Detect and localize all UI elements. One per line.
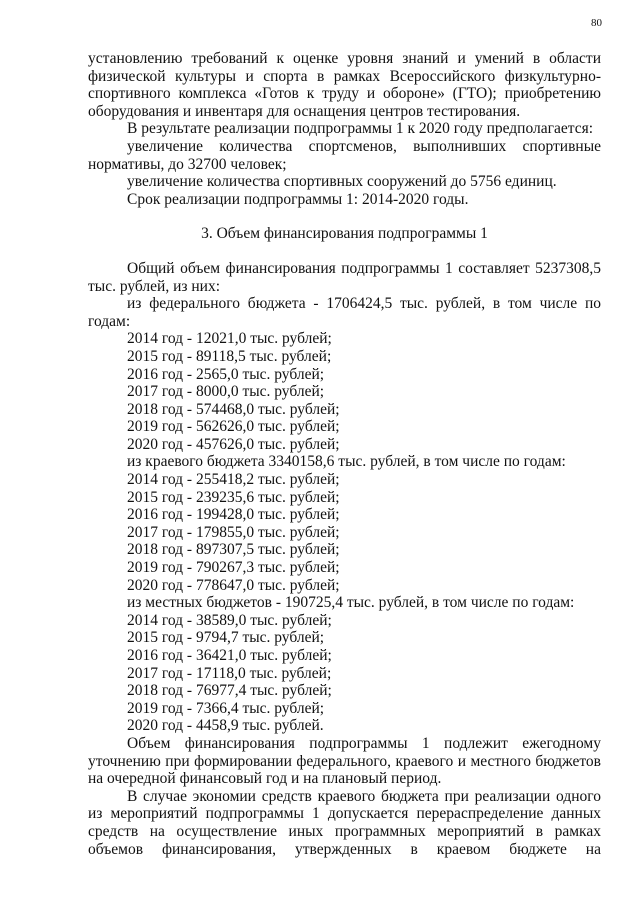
paragraph-results-lead: В результате реализации подпрограммы 1 к 2020 году предполагается: bbox=[127, 120, 594, 138]
list-item: 2014 год - 38589,0 тыс. рублей; bbox=[127, 611, 332, 629]
paragraph-local-lead: из местных бюджетов - 190725,4 тыс. рублей, в том числе по годам: bbox=[127, 594, 575, 612]
list-item: 2020 год - 4458,9 тыс. рублей. bbox=[127, 717, 324, 735]
regional-years-list bbox=[88, 471, 601, 594]
list-item: 2014 год - 12021,0 тыс. рублей; bbox=[127, 330, 332, 348]
list-item: 2018 год - 897307,5 тыс. рублей; bbox=[127, 541, 340, 559]
list-item: 2017 год - 17118,0 тыс. рублей; bbox=[127, 664, 332, 682]
paragraph-result-athletes: увеличение количества спортсменов, выполнивших спортивные нормативы, до 32700 человек; bbox=[88, 137, 601, 173]
list-item: 2019 год - 7366,4 тыс. рублей; bbox=[127, 699, 325, 717]
list-item: 2019 год - 562626,0 тыс. рублей; bbox=[127, 418, 340, 436]
list-item: 2016 год - 2565,0 тыс. рублей; bbox=[127, 365, 325, 383]
paragraph-savings: В случае экономии средств краевого бюджета при реализации одного из мероприятий подпрограммы 1 допускается перераспределение данных средств на осуществление иных программных мероприятий в рамках объемов финансирования, утвержденных в краевом бюджете на bbox=[88, 787, 601, 858]
list-item: 2019 год - 790267,3 тыс. рублей; bbox=[127, 559, 340, 577]
paragraph-term: Срок реализации подпрограммы 1: 2014-2020 годы. bbox=[127, 190, 469, 208]
list-item: 2017 год - 8000,0 тыс. рублей; bbox=[127, 383, 325, 401]
local-years-list bbox=[88, 612, 601, 735]
list-item: 2015 год - 239235,6 тыс. рублей; bbox=[127, 488, 340, 506]
paragraph-federal-lead: из федерального бюджета - 1706424,5 тыс. рублей, в том числе по годам: bbox=[88, 295, 601, 330]
list-item: 2020 год - 778647,0 тыс. рублей; bbox=[127, 576, 340, 594]
list-item: 2016 год - 36421,0 тыс. рублей; bbox=[127, 647, 332, 664]
paragraph-result-facilities: увеличение количества спортивных сооружений до 5756 единиц. bbox=[127, 173, 557, 191]
list-item: 2015 год - 9794,7 тыс. рублей; bbox=[127, 629, 325, 647]
section-heading: 3. Объем финансирования подпрограммы 1 bbox=[201, 225, 488, 243]
list-item: 2018 год - 574468,0 тыс. рублей; bbox=[127, 400, 340, 418]
list-item: 2014 год - 255418,2 тыс. рублей; bbox=[127, 471, 340, 489]
paragraph-annual-clarification: Объем финансирования подпрограммы 1 подлежит ежегодному уточнению при формировании федерального, краевого и местного бюджетов на очередной финансовый год и на плановый период. bbox=[88, 734, 601, 788]
paragraph-total-financing: Общий объем финансирования подпрограммы 1 составляет 5237308,5 тыс. рублей, из них: bbox=[88, 259, 601, 295]
list-item: 2020 год - 457626,0 тыс. рублей; bbox=[127, 435, 340, 453]
federal-years-list bbox=[88, 330, 601, 453]
list-item: 2018 год - 76977,4 тыс. рублей; bbox=[127, 682, 332, 700]
list-item: 2017 год - 179855,0 тыс. рублей; bbox=[127, 523, 340, 541]
list-item: 2016 год - 199428,0 тыс. рублей; bbox=[127, 506, 340, 524]
paragraph-continuation: установлению требований к оценке уровня знаний и умений в области физической культуры и спорта в рамках Всероссийского физкультурно-спортивного комплекса «Готов к труду и обороне» (ГТО); приобретению оборудования и инвентаря для оснащения центров тестирования. bbox=[88, 50, 601, 120]
paragraph-regional-lead: из краевого бюджета 3340158,6 тыс. рублей, в том числе по годам: bbox=[127, 453, 566, 471]
document-body bbox=[88, 50, 601, 858]
list-item: 2015 год - 89118,5 тыс. рублей; bbox=[127, 347, 332, 365]
page-number: 80 bbox=[591, 17, 602, 29]
